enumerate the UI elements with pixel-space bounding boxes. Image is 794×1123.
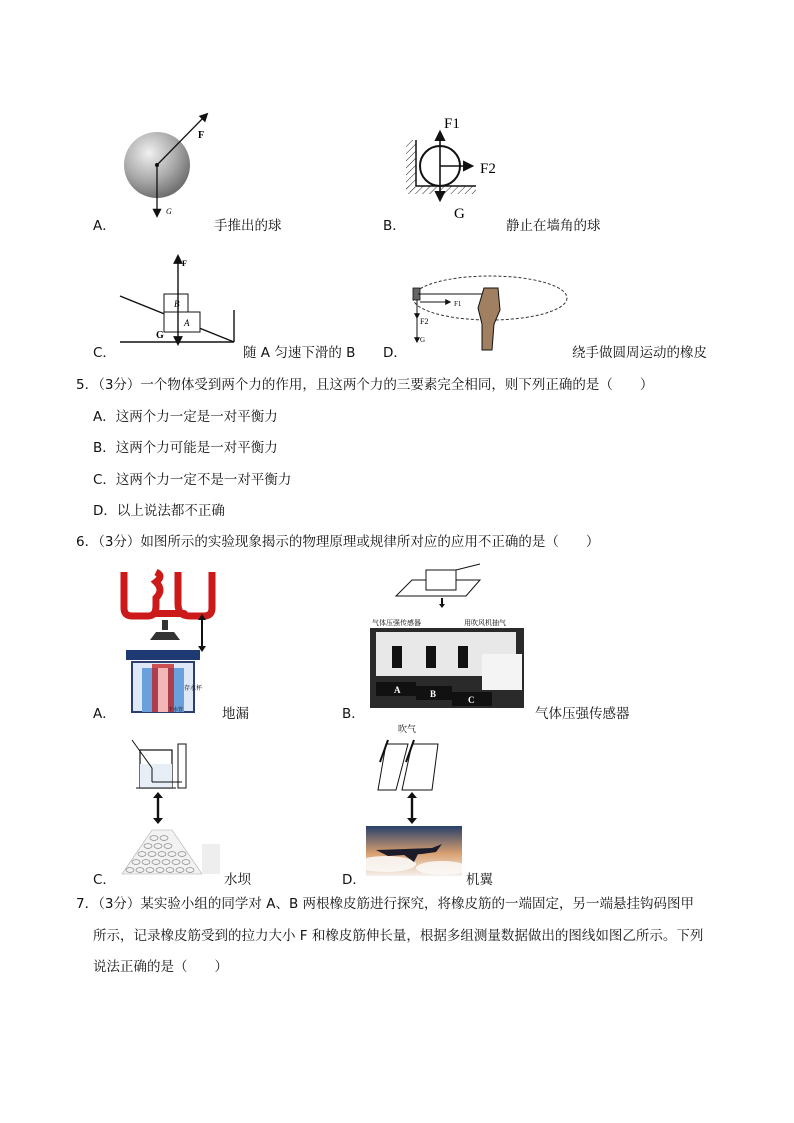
force-f2-label: F2 — [420, 317, 429, 326]
force-f2-label: F2 — [480, 161, 496, 177]
water-cup-label: 存水杯 — [184, 686, 203, 692]
section-a-label: A — [394, 685, 401, 695]
q4-option-c-caption: 随 A 匀速下滑的 B — [243, 345, 356, 361]
q6-figure-b — [368, 558, 528, 710]
q4-figure-a — [112, 108, 222, 226]
q4-option-d-caption: 绕手做圆周运动的橡皮 — [572, 345, 707, 361]
q6-figure-d — [366, 722, 462, 878]
block-a-label: A — [184, 318, 190, 328]
q6-option-b-letter: B． — [342, 706, 365, 722]
q4-option-b-letter: B． — [383, 218, 406, 234]
force-f1-label: F1 — [454, 300, 462, 308]
q4-option-a-letter: A． — [93, 218, 116, 234]
q6-option-a-caption: 地漏 — [222, 706, 249, 722]
gravity-g-label: G — [420, 336, 426, 344]
q6-figure-c — [118, 738, 222, 878]
q4-figure-d — [408, 262, 570, 354]
q4-option-d-letter: D． — [383, 345, 407, 361]
drain-pipe-label: 下水管 — [168, 708, 184, 713]
question-5-option: D．以上说法都不正确 — [93, 503, 225, 519]
q6-option-d-caption: 机翼 — [466, 872, 493, 888]
q4-option-a-caption: 手推出的球 — [214, 218, 282, 234]
q6-option-a-letter: A． — [93, 706, 116, 722]
force-f-label: F — [198, 130, 205, 141]
fan-label: 用吹风机抽气 — [464, 619, 506, 627]
q6-option-c-caption: 水坝 — [224, 872, 251, 888]
q4-option-c-letter: C． — [93, 345, 116, 361]
force-f1-label: F1 — [444, 116, 460, 132]
q4-option-b-caption: 静止在墙角的球 — [506, 218, 601, 234]
q6-option-b-caption: 气体压强传感器 — [535, 706, 630, 722]
gravity-g-label: G — [454, 206, 465, 222]
gravity-g-label: G — [166, 207, 172, 216]
force-f-label: F — [182, 259, 187, 268]
gravity-g-label: G — [156, 330, 164, 341]
question-7-stem-line: 说法正确的是（ ） — [93, 959, 228, 975]
blow-label: 吹气 — [398, 724, 417, 734]
question-5-stem: 5．（3分）一个物体受到两个力的作用，且这两个力的三要素完全相同，则下列正确的是（ ） — [76, 377, 654, 393]
section-c-label: C — [468, 695, 475, 705]
question-5-option: B．这两个力可能是一对平衡力 — [93, 440, 278, 456]
question-5-option: C．这两个力一定不是一对平衡力 — [93, 472, 292, 488]
q4-figure-c — [116, 250, 238, 348]
q6-figure-a — [118, 568, 218, 714]
block-b-label: B — [174, 299, 180, 309]
q6-option-c-letter: C． — [93, 872, 116, 888]
q4-figure-b — [402, 108, 514, 226]
section-b-label: B — [430, 689, 437, 699]
question-7-stem-line: 所示，记录橡皮筋受到的拉力大小 F 和橡皮筋伸长量，根据多组测量数据做出的图线如图乙所示。下列 — [93, 928, 704, 944]
q6-option-d-letter: D． — [342, 872, 366, 888]
question-6-stem: 6．（3分）如图所示的实验现象揭示的物理原理或规律所对应的应用不正确的是（ ） — [76, 534, 600, 550]
question-7-stem-line: 7．（3分）某实验小组的同学对 A、B 两根橡皮筋进行探究，将橡皮筋的一端固定，另一端悬挂钩码图甲 — [76, 896, 695, 912]
sensor-label: 气体压强传感器 — [372, 619, 421, 627]
question-5-option: A．这两个力一定是一对平衡力 — [93, 409, 278, 425]
